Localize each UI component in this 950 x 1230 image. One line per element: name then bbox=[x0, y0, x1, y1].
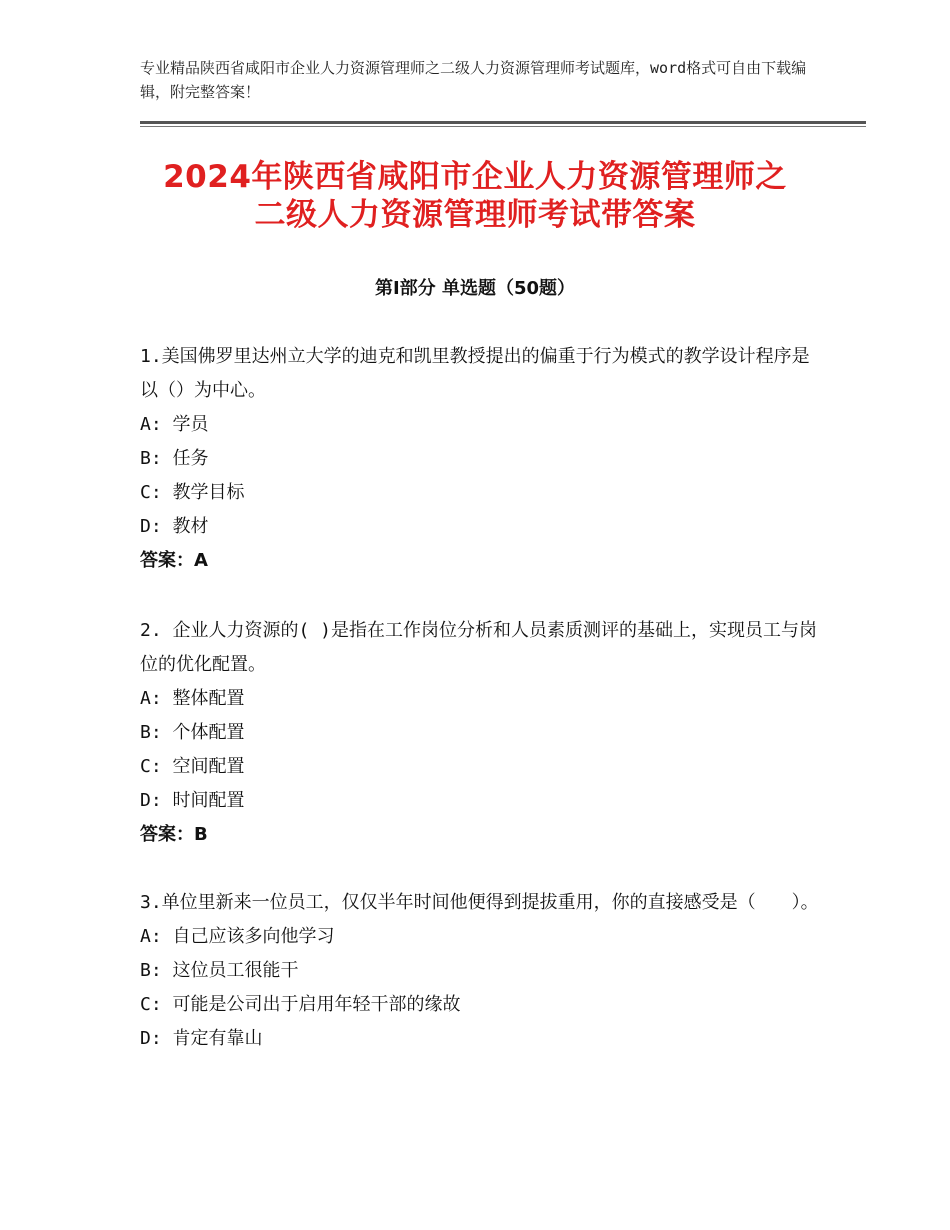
answer-line: 答案：B bbox=[140, 824, 208, 845]
option-c: C: 空间配置 bbox=[140, 756, 245, 777]
option-d: D: 时间配置 bbox=[140, 790, 245, 811]
option-c: C: 教学目标 bbox=[140, 482, 245, 503]
question-3 bbox=[140, 886, 820, 1056]
option-a: A: 学员 bbox=[140, 414, 209, 435]
title-line-2: 二级人力资源管理师考试带答案 bbox=[254, 197, 696, 233]
question-stem: 3.单位里新来一位员工，仅仅半年时间他便得到提拔重用，你的直接感受是（ ）。 bbox=[140, 892, 819, 913]
option-d: D: 肯定有靠山 bbox=[140, 1028, 263, 1049]
option-a: A: 整体配置 bbox=[140, 688, 245, 709]
header-divider-thin bbox=[140, 126, 866, 127]
header-divider-thick bbox=[140, 121, 866, 124]
option-a: A: 自己应该多向他学习 bbox=[140, 926, 335, 947]
document-title bbox=[40, 158, 910, 234]
option-b: B: 个体配置 bbox=[140, 722, 245, 743]
question-stem: 1.美国佛罗里达州立大学的迪克和凯里教授提出的偏重于行为模式的教学设计程序是以（）为中心。 bbox=[140, 346, 810, 401]
option-b: B: 任务 bbox=[140, 448, 209, 469]
option-c: C: 可能是公司出于启用年轻干部的缘故 bbox=[140, 994, 461, 1015]
answer-line: 答案：A bbox=[140, 550, 208, 571]
question-1 bbox=[140, 340, 820, 578]
option-b: B: 这位员工很能干 bbox=[140, 960, 299, 981]
question-stem: 2. 企业人力资源的( )是指在工作岗位分析和人员素质测评的基础上，实现员工与岗位的优化配置。 bbox=[140, 620, 818, 675]
title-line-1: 2024年陕西省咸阳市企业人力资源管理师之 bbox=[163, 159, 787, 195]
header-note: 专业精品陕西省咸阳市企业人力资源管理师之二级人力资源管理师考试题库，word格式可自由下载编辑，附完整答案！ bbox=[140, 59, 807, 101]
option-d: D: 教材 bbox=[140, 516, 209, 537]
section-heading: 第Ⅰ部分 单选题（50题） bbox=[374, 278, 575, 299]
question-2 bbox=[140, 614, 820, 852]
